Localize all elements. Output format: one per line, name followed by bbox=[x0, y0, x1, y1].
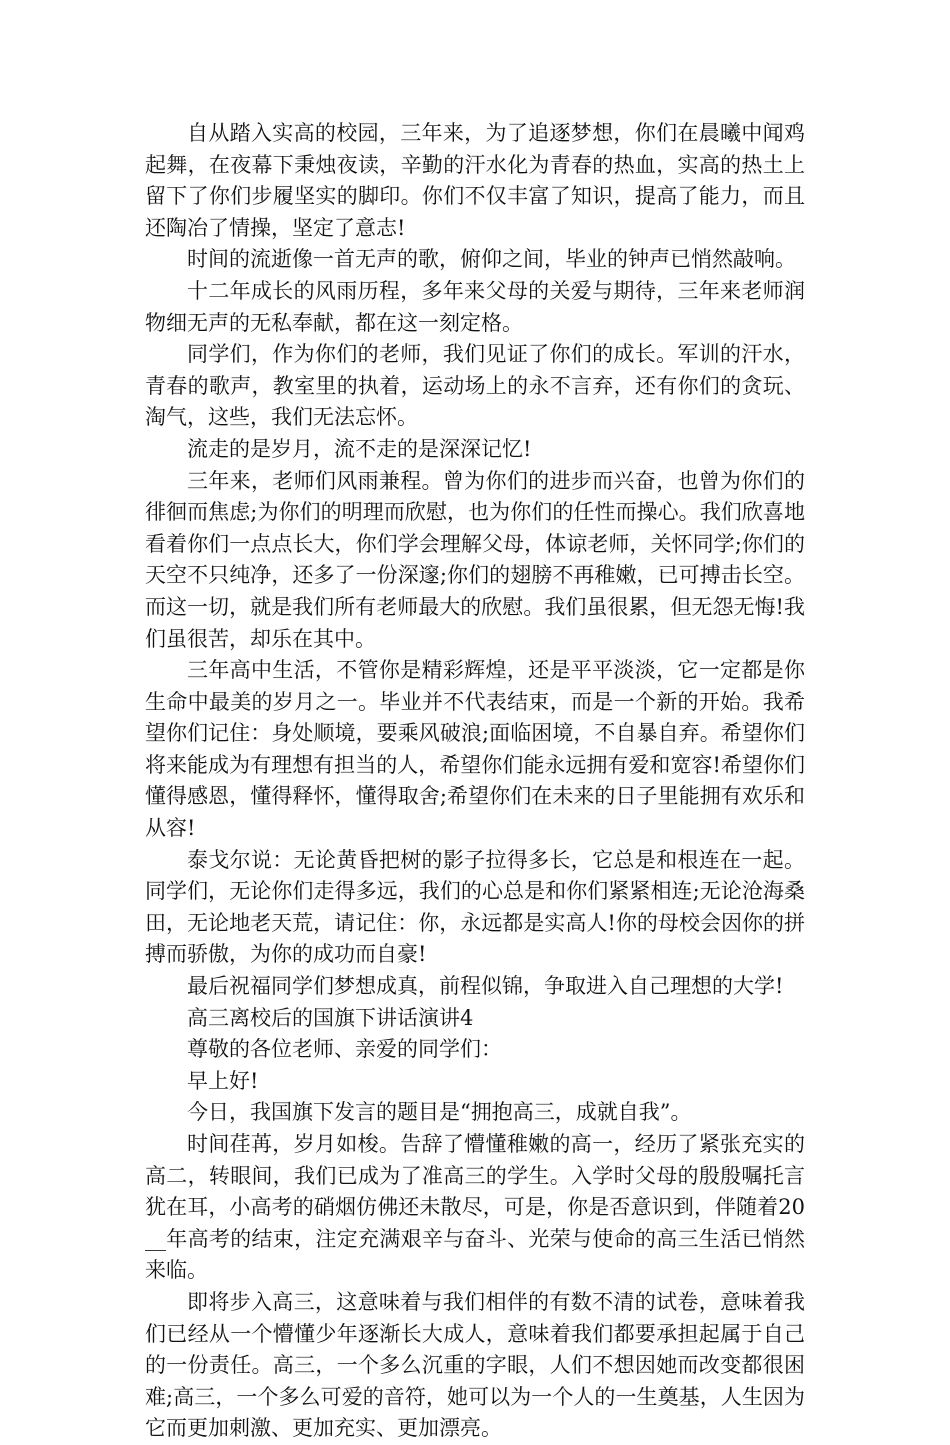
paragraph: 时间的流逝像一首无声的歌，俯仰之间，毕业的钟声已悄然敲响。 bbox=[187, 247, 796, 272]
section-title: 高三离校后的国旗下讲话演讲4 bbox=[187, 1005, 474, 1030]
paragraph: 十二年成长的风雨历程，多年来父母的关爱与期待，三年来老师润物细无声的无私奉献，都在这一刻定格。 bbox=[145, 278, 805, 335]
paragraph: 三年高中生活，不管你是精彩辉煌，还是平平淡淡，它一定都是你生命中最美的岁月之一。毕业并不代表结束，而是一个新的开始。我希望你们记住：身处顺境，要乘风破浪;面临困境，不自暴自弃。希望你们将来能成为有理想有担当的人，希望你们能永远拥有爱和宽容!希望你们懂得感恩，懂得释怀，懂得取舍;希望你们在未来的日子里能拥有欢乐和从容! bbox=[145, 658, 805, 841]
document-body bbox=[145, 118, 805, 1445]
paragraph: 最后祝福同学们梦想成真，前程似锦，争取进入自己理想的大学! bbox=[187, 974, 784, 999]
salutation: 尊敬的各位老师、亲爱的同学们： bbox=[187, 1037, 502, 1062]
paragraph: 同学们，作为你们的老师，我们见证了你们的成长。军训的汗水，青春的歌声，教室里的执着，运动场上的永不言弃，还有你们的贪玩、淘气，这些，我们无法忘怀。 bbox=[145, 342, 805, 430]
greeting: 早上好! bbox=[187, 1068, 259, 1093]
paragraph: 即将步入高三，这意味着与我们相伴的有数不清的试卷，意味着我们已经从一个懵懂少年逐渐长大成人，意味着我们都要承担起属于自己的一份责任。高三，一个多么沉重的字眼，人们不想因她而改变都很困难;高三，一个多么可爱的音符，她可以为一个人的一生奠基，人生因为它而更加刺激、更加充实、更加漂亮。 bbox=[145, 1289, 805, 1441]
paragraph: 三年来，老师们风雨兼程。曾为你们的进步而兴奋，也曾为你们的徘徊而焦虑;为你们的明理而欣慰，也为你们的任性而操心。我们欣喜地看着你们一点点长大，你们学会理解父母，体谅老师，关怀同学;你们的天空不只纯净，还多了一份深邃;你们的翅膀不再稚嫩，已可搏击长空。而这一切，就是我们所有老师最大的欣慰。我们虽很累，但无怨无悔!我们虽很苦，却乐在其中。 bbox=[145, 468, 805, 651]
paragraph: 泰戈尔说：无论黄昏把树的影子拉得多长，它总是和根连在一起。同学们，无论你们走得多远，我们的心总是和你们紧紧相连;无论沧海桑田，无论地老天荒，请记住：你，永远都是实高人!你的母校会因你的拼搏而骄傲，为你的成功而自豪! bbox=[145, 847, 805, 967]
paragraph: 流走的是岁月，流不走的是深深记忆! bbox=[187, 436, 532, 461]
paragraph: 时间荏苒，岁月如梭。告辞了懵懂稚嫩的高一，经历了紧张充实的高二，转眼间，我们已成为了准高三的学生。入学时父母的殷殷嘱托言犹在耳，小高考的硝烟仿佛还未散尽，可是，你是否意识到，伴随着20__年高考的结束，注定充满艰辛与奋斗、光荣与使命的高三生活已悄然来临。 bbox=[145, 1132, 805, 1283]
paragraph: 自从踏入实高的校园，三年来，为了追逐梦想，你们在晨曦中闻鸡起舞，在夜幕下秉烛夜读，辛勤的汗水化为青春的热血，实高的热土上留下了你们步履坚实的脚印。你们不仅丰富了知识，提高了能力，而且还陶冶了情操，坚定了意志! bbox=[145, 121, 805, 240]
paragraph: 今日，我国旗下发言的题目是“拥抱高三，成就自我”。 bbox=[187, 1100, 692, 1125]
